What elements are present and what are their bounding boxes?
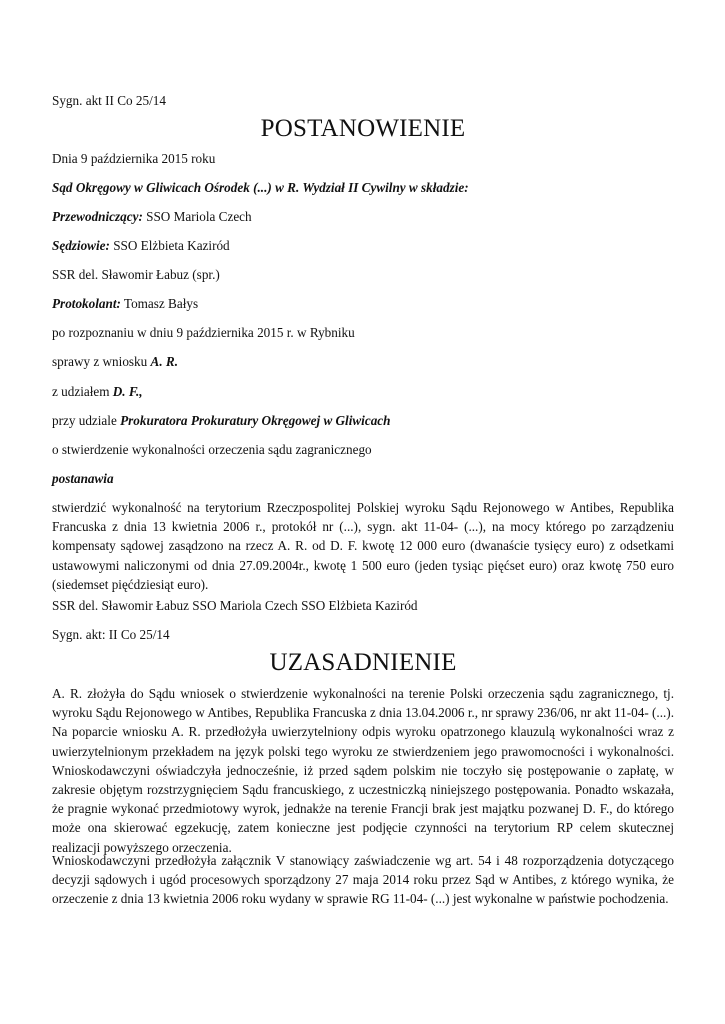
participation-party: D. F., xyxy=(112,384,143,399)
case-line xyxy=(52,354,178,370)
decides-heading: postanawia xyxy=(52,471,114,486)
document-title: POSTANOWIENIE xyxy=(260,115,466,142)
judges-line xyxy=(52,238,230,254)
justification-title: UZASADNIENIE xyxy=(269,649,457,676)
judges-label: Sędziowie: xyxy=(52,238,110,253)
judge-second: SSR del. Sławomir Łabuz (spr.) xyxy=(52,267,220,282)
judges-name: SSO Elżbieta Kaziród xyxy=(109,238,230,253)
decision-date: Dnia 9 października 2015 roku xyxy=(52,151,216,166)
prosecutor-line xyxy=(52,413,390,429)
prosecutor-name: Prokuratora Prokuratury Okręgowej w Gliwicach xyxy=(120,413,391,428)
ruling-paragraph: stwierdzić wykonalność na terytorium Rzeczpospolitej Polskiej wyroku Sądu Rejonowego w Antibes, Republika Francuska z dnia 13 kwietnia 2006 r., protokół nr (...), sygn. akt 11-04- (...), na mocy którego po zarządzeniu kompensaty sądowej zasądzono na rzecz A. R. od D. F. kwotę 12 000 euro (dwanaście tysięcy euro) z odsetkami ustawowymi naliczonymi od dnia 27.09.2004r., kwotę 1 500 euro (jeden tysiąc pięćset euro) oraz kwotę 750 euro (siedemset pięćdziesiąt euro). xyxy=(52,500,674,592)
case-prefix: sprawy z wniosku xyxy=(52,354,151,369)
prosecutor-prefix: przy udziale xyxy=(52,413,121,428)
participation-prefix: z udziałem xyxy=(52,384,113,399)
signatures-line: SSR del. Sławomir Łabuz SSO Mariola Czech SSO Elżbieta Kaziród xyxy=(52,598,418,613)
case-reference: Sygn. akt II Co 25/14 xyxy=(52,93,166,108)
case-reference-second: Sygn. akt: II Co 25/14 xyxy=(52,627,170,642)
subject-line: o stwierdzenie wykonalności orzeczenia sądu zagranicznego xyxy=(52,442,372,457)
participation-line xyxy=(52,384,143,400)
recorder-name: Tomasz Bałys xyxy=(120,296,199,311)
case-party: A. R. xyxy=(150,354,179,369)
recorder-line xyxy=(52,296,198,312)
chair-line xyxy=(52,209,252,225)
chair-name: SSO Mariola Czech xyxy=(142,209,252,224)
justification-paragraph-2: Wnioskodawczyni przedłożyła załącznik V stanowiący zaświadczenie wg art. 54 i 48 rozporządzenia dotyczącego decyzji sądowych i ugód procesowych sporządzony 27 maja 2014 roku przez Sąd w Antibes, z którego wynika, że orzeczenie z dnia 13 kwietnia 2006 roku wydany w sprawie RG 11-04- (...) jest wykonalne w państwie pochodzenia. xyxy=(52,853,674,907)
recorder-label: Protokolant: xyxy=(52,296,121,311)
hearing-line: po rozpoznaniu w dniu 9 października 2015 r. w Rybniku xyxy=(52,325,355,340)
justification-paragraph-1: A. R. złożyła do Sądu wniosek o stwierdzenie wykonalności na terenie Polski orzeczenia sądu zagranicznego, tj. wyroku Sądu Rejonowego w Antibes, Republika Francuska z dnia 13.04.2006 r., nr sprawy 236/06, nr akt 11-04- (...). Na poparcie wniosku A. R. przedłożyła uwierzytelniony odpis wyroku opatrzonego klauzulą wykonalności wraz z uwierzytelnionym przekładem na język polski tego wyroku ze stwierdzeniem jego prawomocności i wykonalności. Wnioskodawczyni oświadczyła jednocześnie, iż przed sądem polskim nie toczyło się postępowanie o zapłatę, w zakresie objętym rozstrzygnięciem Sądu francuskiego, z uczestniczką niniejszego postępowania. Ponadto wskazała, że pragnie wykonać przedmiotowy wyrok, jednakże na terenie Francji brak jest majątku pozwanej D. F., do którego może ona skierować egzekucję, zatem konieczne jest podjęcie czynności na terytorium RP celem skutecznej realizacji powyższego orzeczenia. xyxy=(52,686,674,855)
chair-label: Przewodniczący: xyxy=(52,209,143,224)
court-composition: Sąd Okręgowy w Gliwicach Ośrodek (...) w R. Wydział II Cywilny w składzie: xyxy=(52,180,469,195)
